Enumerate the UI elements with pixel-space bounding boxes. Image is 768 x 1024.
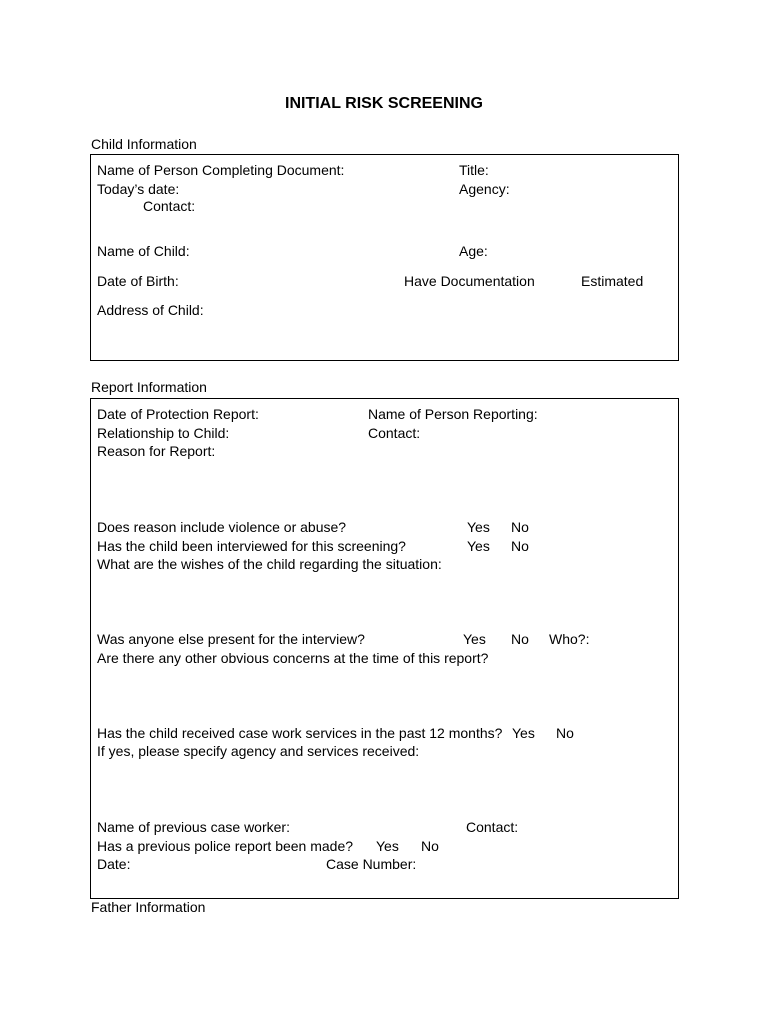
yes-label: Yes (463, 631, 486, 647)
violence-no-option[interactable] (507, 520, 529, 534)
present-question: Was anyone else present for the interview? (97, 631, 365, 647)
date-label: Date: (97, 856, 131, 872)
no-label: No (511, 631, 529, 647)
who-label: Who?: (549, 631, 590, 647)
yes-label: Yes (512, 725, 535, 741)
no-label: No (511, 538, 529, 554)
date-of-report-label: Date of Protection Report: (97, 406, 259, 422)
estimated-option[interactable] (577, 274, 643, 288)
present-no-option[interactable] (507, 632, 529, 646)
concerns-question: Are there any other obvious concerns at the time of this report? (97, 650, 489, 666)
police-question: Has a previous police report been made? (97, 838, 354, 854)
previous-worker-label: Name of previous case worker: (97, 819, 290, 835)
estimated-label: Estimated (581, 273, 644, 289)
no-label: No (421, 838, 439, 854)
wishes-question: What are the wishes of the child regarding the situation: (97, 556, 442, 572)
previous-worker-contact-label: Contact: (466, 819, 519, 835)
age-label: Age: (459, 243, 488, 259)
relationship-label: Relationship to Child: (97, 425, 230, 441)
interviewed-no-option[interactable] (507, 539, 529, 553)
father-information-header: Father Information (91, 899, 206, 915)
agency-label: Agency: (459, 181, 510, 197)
contact-label: Contact: (143, 198, 196, 214)
title-label: Title: (459, 162, 489, 178)
violence-yes-option[interactable] (463, 520, 490, 534)
yes-label: Yes (467, 538, 490, 554)
specify-question: If yes, please specify agency and services received: (97, 743, 420, 759)
case-number-label: Case Number: (326, 856, 417, 872)
report-information-header: Report Information (91, 379, 207, 395)
violence-question: Does reason include violence or abuse? (97, 519, 347, 535)
todays-date-label: Today’s date: (97, 181, 180, 197)
yes-label: Yes (376, 838, 399, 854)
interviewed-question: Has the child been interviewed for this screening? (97, 538, 406, 554)
child-information-header: Child Information (91, 136, 197, 152)
interviewed-yes-option[interactable] (463, 539, 490, 553)
name-reporting-label: Name of Person Reporting: (368, 406, 538, 422)
report-contact-label: Contact: (368, 425, 421, 441)
have-documentation-label: Have Documentation (404, 273, 535, 289)
address-of-child-label: Address of Child: (97, 302, 204, 318)
police-yes-option[interactable] (372, 839, 399, 853)
yes-label: Yes (467, 519, 490, 535)
person-completing-label: Name of Person Completing Document: (97, 162, 345, 178)
casework-yes-option[interactable] (508, 726, 535, 740)
no-label: No (511, 519, 529, 535)
no-label: No (556, 725, 574, 741)
date-of-birth-label: Date of Birth: (97, 273, 179, 289)
page-title: INITIAL RISK SCREENING (285, 95, 483, 112)
have-documentation-option[interactable] (400, 274, 535, 288)
present-yes-option[interactable] (459, 632, 486, 646)
casework-no-option[interactable] (552, 726, 574, 740)
police-no-option[interactable] (417, 839, 439, 853)
name-of-child-label: Name of Child: (97, 243, 190, 259)
reason-label: Reason for Report: (97, 443, 216, 459)
casework-question: Has the child received case work services in the past 12 months? (97, 725, 503, 741)
